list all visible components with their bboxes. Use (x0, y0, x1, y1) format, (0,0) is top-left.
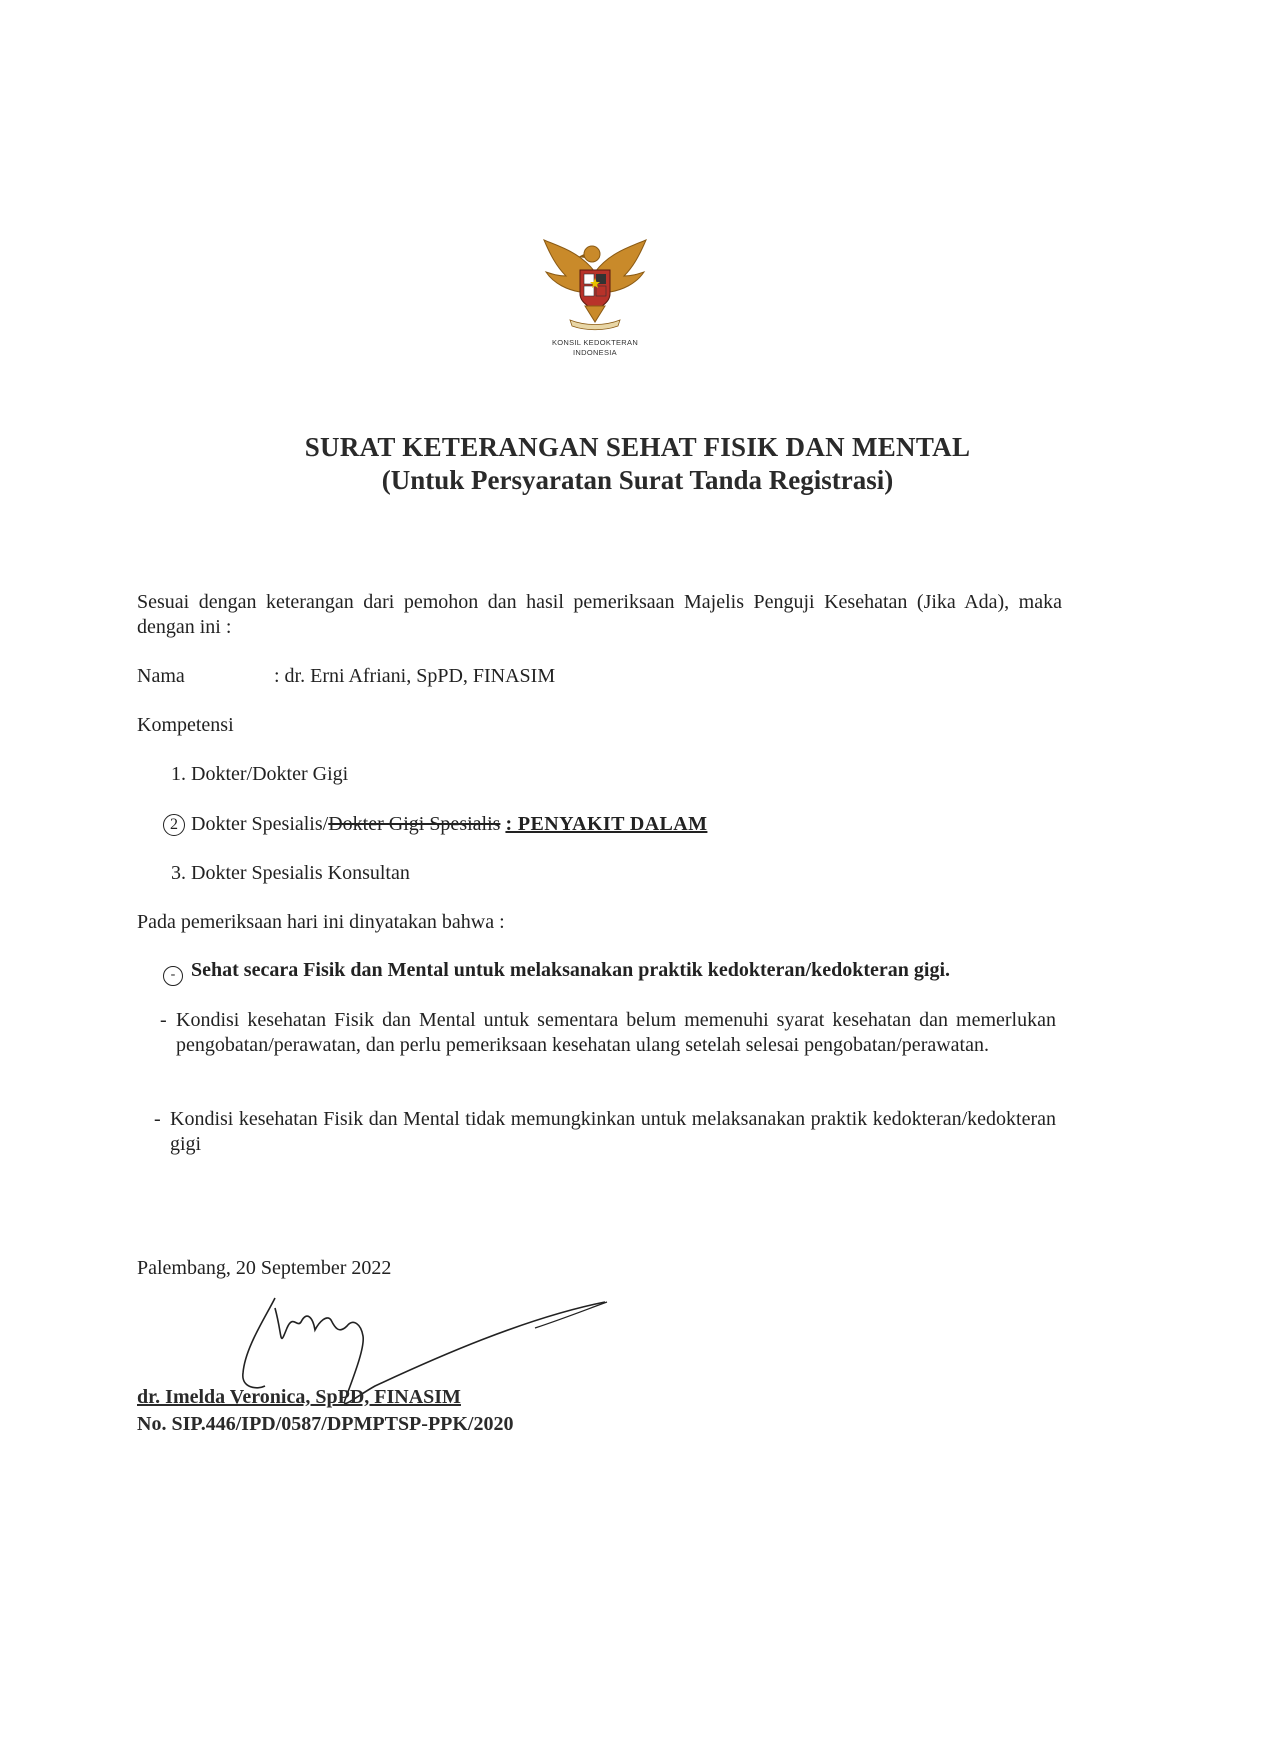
name-value: : dr. Erni Afriani, SpPD, FINASIM (274, 665, 556, 687)
specialty-value: : PENYAKIT DALAM (505, 813, 708, 835)
competence-item-2 (163, 812, 707, 837)
result-option-1 (163, 958, 950, 986)
competence-item-2-text: Dokter Spesialis/ (191, 813, 329, 835)
name-label: Nama (137, 665, 185, 687)
dash-bullet: - (160, 1009, 167, 1031)
sip-number: No. SIP.446/IPD/0587/DPMPTSP-PPK/2020 (137, 1413, 514, 1435)
place-date: Palembang, 20 September 2022 (137, 1257, 392, 1279)
intro-paragraph: Sesuai dengan keterangan dari pemohon dan hasil pemeriksaan Majelis Penguji Kesehatan (Jika Ada), maka dengan ini : (137, 591, 1062, 638)
competence-item-1: 1. Dokter/Dokter Gigi (171, 763, 349, 785)
struck-text: Dokter Gigi Spesialis (328, 813, 501, 835)
result-option-3 (154, 1107, 1056, 1157)
result-option-2-text: Kondisi kesehatan Fisik dan Mental untuk sementara belum memenuhi syarat kesehatan dan memerlukan pengobatan/perawatan, dan perlu pemeriksaan kesehatan ulang setelah selesai pengobatan/perawatan. (176, 1009, 1056, 1056)
circled-dash-icon: - (163, 966, 183, 986)
result-option-1-text: Sehat secara Fisik dan Mental untuk melaksanakan praktik kedokteran/kedokteran gigi. (191, 959, 950, 981)
competence-label: Kompetensi (137, 714, 234, 736)
institution-line-1: KONSIL KEDOKTERAN (551, 338, 639, 347)
institution-caption (500, 338, 690, 358)
document-subtitle: (Untuk Persyaratan Surat Tanda Registrasi) (381, 465, 894, 495)
result-option-3-text: Kondisi kesehatan Fisik dan Mental tidak memungkinkan untuk melaksanakan praktik kedokteran/kedokteran gigi (170, 1108, 1056, 1155)
competence-item-3: 3. Dokter Spesialis Konsultan (171, 862, 410, 884)
document-title: SURAT KETERANGAN SEHAT FISIK DAN MENTAL (304, 432, 971, 462)
dash-bullet: - (154, 1108, 161, 1130)
garuda-emblem-icon (540, 232, 650, 332)
examination-label: Pada pemeriksaan hari ini dinyatakan bahwa : (137, 911, 505, 933)
institution-line-2: INDONESIA (573, 348, 617, 357)
signer-name: dr. Imelda Veronica, SpPD, FINASIM (137, 1386, 461, 1408)
result-option-2 (160, 1008, 1056, 1058)
circled-number-icon: 2 (163, 814, 185, 836)
